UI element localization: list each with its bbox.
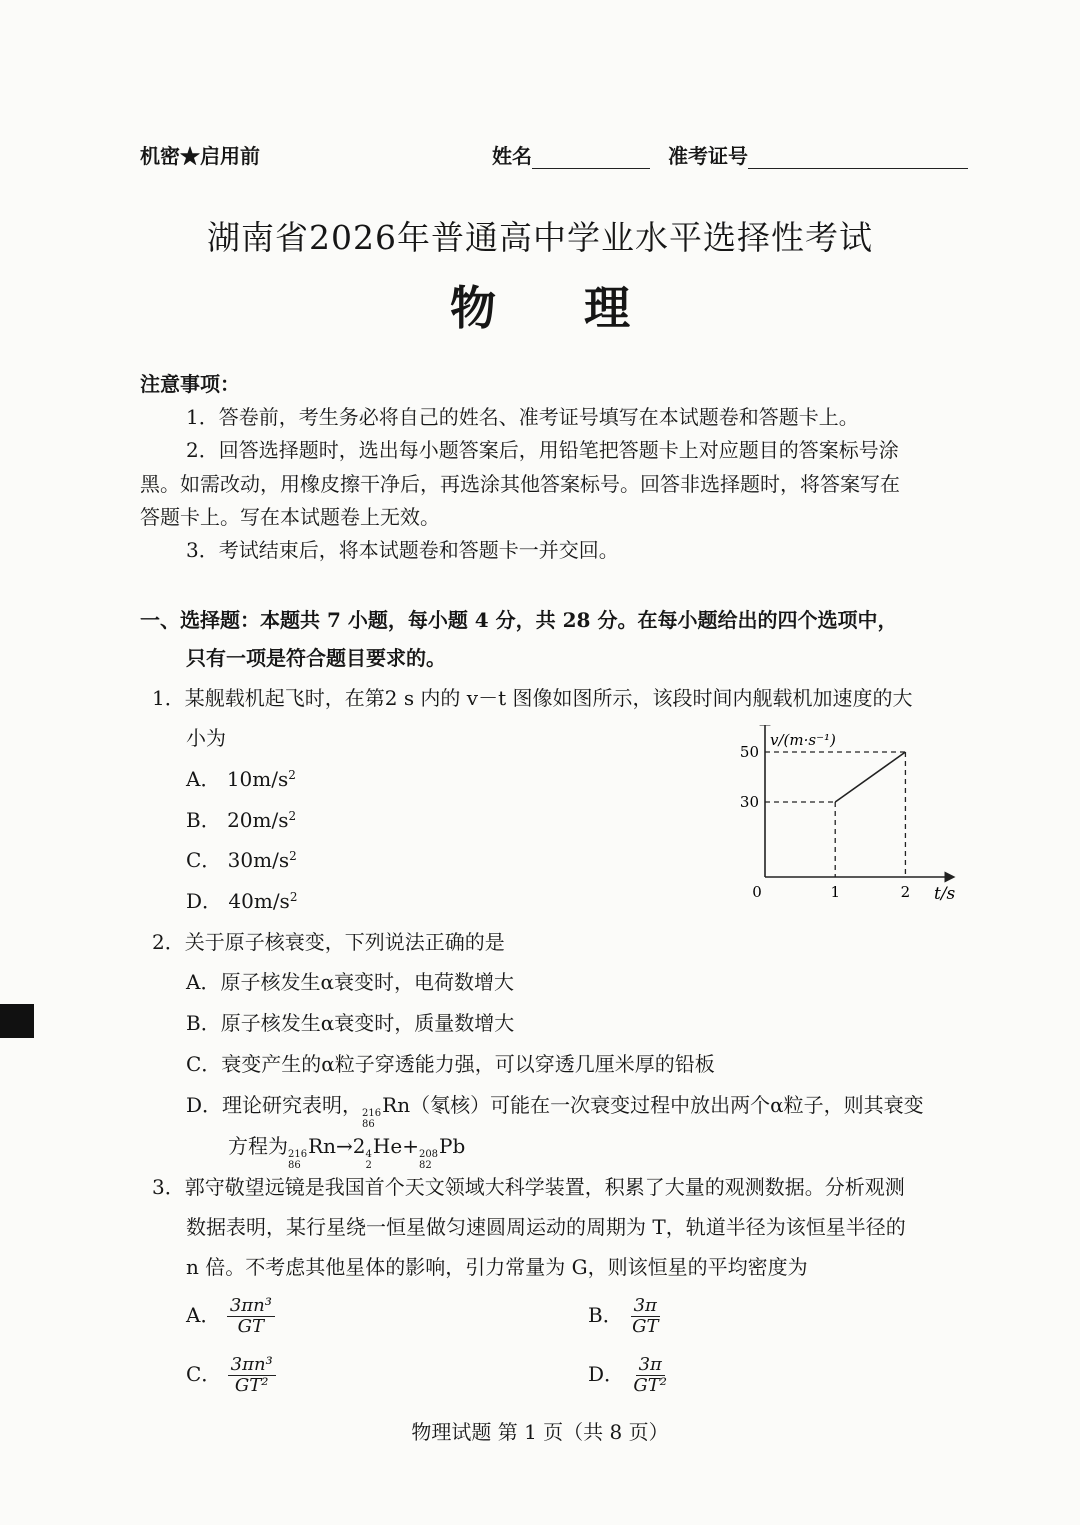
option-value: 10m/s: [226, 767, 289, 791]
option-c[interactable]: [186, 848, 297, 872]
note-item-2-line-2: 黑。如需改动，用橡皮擦干净后，再选涂其他答案标号。回答非选择题时，将答案写在: [140, 472, 900, 496]
option-exponent: 2: [289, 890, 298, 904]
question-number: 2．: [152, 930, 185, 954]
fraction: [227, 1296, 275, 1337]
y-tick-label: 30: [739, 793, 759, 811]
option-d-text-start: D．理论研究表明，: [186, 1093, 363, 1117]
option-b[interactable]: [186, 808, 296, 832]
radon-nuclide-numbers: [362, 1108, 381, 1130]
option-b[interactable]: B．原子核发生α衰变时，质量数增大: [186, 1011, 515, 1035]
option-a[interactable]: A．原子核发生α衰变时，电荷数增大: [186, 970, 514, 994]
question-3-stem-line-2: 数据表明，某行星绕一恒星做匀速圆周运动的周期为 T，轨道半径为该恒星半径的: [186, 1215, 906, 1239]
page-footer: 物理试题 第 1 页（共 8 页）: [411, 1420, 669, 1444]
numerator: 3π: [631, 1296, 660, 1317]
question-1-stem-line-1: 某舰载机起飞时，在第2 s 内的 v－t 图像如图所示，该段时间内舰载机加速度的大: [184, 686, 913, 710]
numerator: 3πn³: [228, 1355, 276, 1376]
option-d[interactable]: [186, 1093, 924, 1130]
mass-number: 4: [365, 1149, 372, 1160]
section-heading-line-1: 一、选择题：本题共 7 小题，每小题 4 分，共 28 分。在每小题给出的四个选项中，: [140, 608, 898, 632]
fraction: [228, 1355, 276, 1396]
fraction: [629, 1296, 661, 1337]
option-label: D．: [186, 889, 223, 913]
charge-number: 2: [365, 1160, 372, 1171]
option-label: D．: [588, 1362, 625, 1386]
vt-graph: [735, 725, 975, 910]
radon-symbol: Rn: [308, 1134, 337, 1158]
exam-number-label: 准考证号: [668, 144, 748, 168]
option-a[interactable]: [186, 767, 296, 791]
option-d-text-end: （氡核）可能在一次衰变过程中放出两个α粒子，则其衰变: [410, 1093, 924, 1117]
lead-symbol: Pb: [439, 1134, 466, 1158]
denominator: GT²: [234, 1375, 269, 1396]
subject-title: 物 理: [449, 281, 666, 335]
helium-nuclide-numbers: [366, 1149, 372, 1171]
lead-nuclide-numbers: [419, 1149, 438, 1171]
denominator: GT: [632, 1316, 659, 1337]
option-d[interactable]: [186, 889, 297, 913]
denominator: GT²: [633, 1375, 668, 1396]
option-label: C．: [186, 1362, 222, 1386]
numerator: 3πn³: [227, 1296, 275, 1317]
option-label: C．: [186, 848, 222, 872]
option-value: 40m/s: [228, 889, 290, 913]
y-axis-label: v/(m·s⁻¹): [770, 731, 836, 749]
mass-number: 216: [362, 1108, 382, 1119]
option-label: A．: [186, 1303, 221, 1327]
equation-lead: 方程为: [228, 1134, 288, 1158]
helium-symbol: He: [372, 1134, 403, 1158]
note-item-3: 3．考试结束后，将本试题卷和答题卡一并交回。: [186, 538, 619, 562]
exam-number-blank[interactable]: [748, 148, 968, 169]
question-2-stem: 关于原子核衰变，下列说法正确的是: [184, 930, 505, 954]
option-label: B．: [186, 808, 221, 832]
notes-heading: 注意事项：: [140, 372, 240, 396]
option-value: 30m/s: [227, 848, 290, 872]
velocity-line: [835, 752, 905, 802]
charge-number: 86: [288, 1160, 301, 1171]
note-item-2-line-3: 答题卡上。写在本试题卷上无效。: [140, 505, 440, 529]
option-exponent: 2: [288, 768, 296, 782]
question-number: 3．: [152, 1175, 185, 1199]
scan-margin-mark: [0, 1004, 34, 1038]
question-1: [152, 686, 913, 710]
question-3-stem-line-1: 郭守敬望远镜是我国首个天文领域大科学装置，积累了大量的观测数据。分析观测: [184, 1175, 905, 1199]
option-c[interactable]: [186, 1355, 276, 1396]
x-tick-label: 1: [830, 883, 840, 901]
question-1-stem-line-2: 小为: [186, 726, 226, 750]
exam-number-field[interactable]: [668, 140, 968, 169]
radon-nuclide-numbers: [288, 1149, 307, 1171]
x-axis-label: t/s: [934, 884, 956, 904]
question-3: [152, 1175, 905, 1199]
option-value: 20m/s: [227, 808, 289, 832]
charge-number: 86: [362, 1119, 375, 1130]
name-blank[interactable]: [532, 148, 650, 169]
mass-number: 216: [288, 1149, 308, 1160]
confidential-label: 机密★启用前: [140, 144, 260, 168]
name-label: 姓名: [492, 144, 532, 168]
mass-number: 208: [418, 1149, 439, 1160]
name-field[interactable]: [492, 140, 650, 169]
charge-number: 82: [418, 1160, 432, 1171]
option-d[interactable]: [588, 1355, 670, 1396]
y-tick-label: 50: [739, 743, 759, 761]
question-2: [152, 930, 505, 954]
option-a[interactable]: [186, 1296, 275, 1337]
option-exponent: 2: [289, 849, 297, 863]
x-tick-label: 2: [900, 883, 911, 901]
note-item-2-line-1: 2．回答选择题时，选出每小题答案后，用铅笔把答题卡上对应题目的答案标号涂: [186, 438, 899, 462]
option-exponent: 2: [288, 809, 297, 823]
option-label: B．: [588, 1303, 623, 1327]
numerator: 3π: [636, 1355, 665, 1376]
option-c[interactable]: C．衰变产生的α粒子穿透能力强，可以穿透几厘米厚的铅板: [186, 1052, 715, 1076]
option-label: A．: [186, 767, 221, 791]
fraction: [630, 1355, 670, 1396]
option-b[interactable]: [588, 1296, 661, 1337]
note-item-1: 1．答卷前，考生务必将自己的姓名、准考证号填写在本试题卷和答题卡上。: [186, 405, 859, 429]
question-3-stem-line-3: n 倍。不考虑其他星体的影响，引力常量为 G，则该恒星的平均密度为: [186, 1255, 808, 1279]
radon-symbol: Rn: [382, 1093, 411, 1117]
plus-sign: +: [402, 1134, 419, 1158]
x-tick-label: 0: [752, 883, 762, 901]
section-heading-line-2: 只有一项是符合题目要求的。: [186, 646, 446, 670]
decay-equation: [228, 1134, 465, 1171]
exam-title: 湖南省2026年普通高中学业水平选择性考试: [207, 218, 873, 257]
denominator: GT: [237, 1316, 265, 1337]
reaction-arrow: →2: [336, 1134, 366, 1158]
question-number: 1．: [152, 686, 185, 710]
